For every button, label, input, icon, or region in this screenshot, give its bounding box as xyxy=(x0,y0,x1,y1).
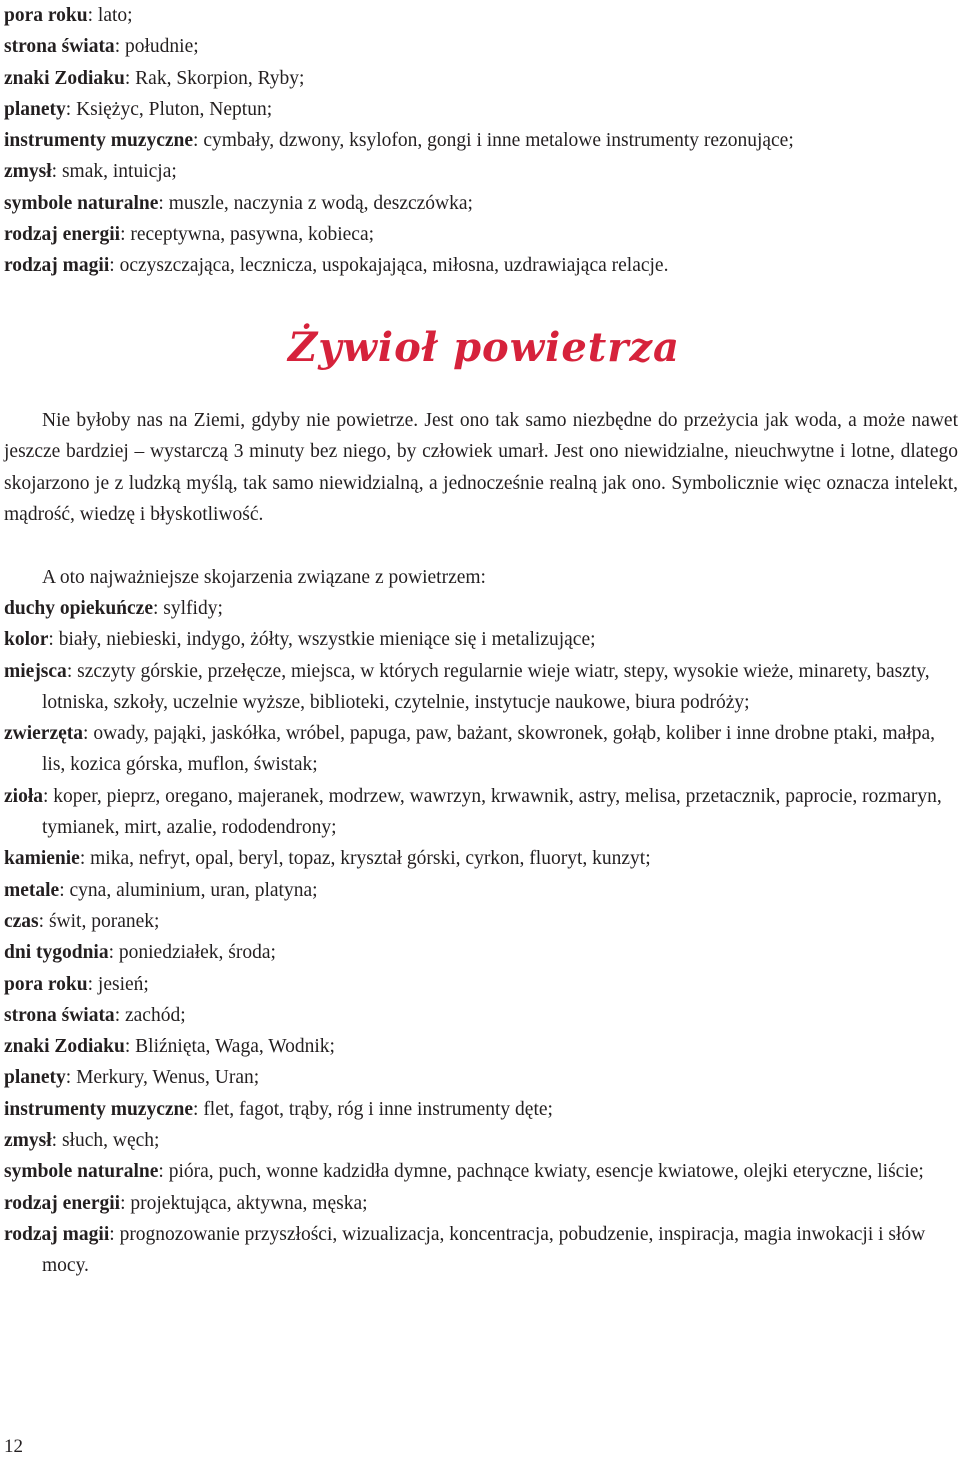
entry-term: zwierzęta xyxy=(4,723,84,745)
entry-term: instrumenty muzyczne xyxy=(4,1098,194,1120)
entry-value: biały, niebieski, indygo, żółty, wszystkie mieniące się i metalizujące; xyxy=(58,629,596,651)
entry-term: pora roku xyxy=(4,5,88,26)
association-entry: pora roku: jesień; xyxy=(4,973,149,995)
entry-term: dni tygodnia xyxy=(4,942,109,964)
association-entry: planety: Księżyc, Pluton, Neptun; xyxy=(4,98,273,120)
entry-value: zachód; xyxy=(124,1004,186,1026)
association-entry: miejsca: szczyty górskie, przełęcze, miejsca, w których regularnie wieje wiatr, stepy, wysokie wieże, minarety, baszty, lotniska, szkoły, uczelnie wyższe, biblioteki, czytelnie, instytucje naukowe, biura podróży; xyxy=(4,660,930,713)
entry-term: metale xyxy=(4,879,60,901)
entry-term: czas xyxy=(4,910,39,932)
association-entry: kamienie: mika, nefryt, opal, beryl, topaz, kryształ górski, cyrkon, fluoryt, kunzyt; xyxy=(4,848,651,870)
entry-value: projektująca, aktywna, męska; xyxy=(130,1192,368,1214)
entry-term: rodzaj energii xyxy=(4,224,121,246)
entry-term: kamienie xyxy=(4,848,80,870)
entry-value: świt, poranek; xyxy=(48,910,160,932)
association-entry: strona świata: zachód; xyxy=(4,1004,186,1026)
entry-term: duchy opiekuńcze xyxy=(4,598,153,619)
intro-paragraph: Nie byłoby nas na Ziemi, gdyby nie powietrze. Jest ono tak samo niezbędne do przeżycia jak woda, a może nawet jeszcze bardziej – wystarczą 3 minuty bez niego, by człowiek umarł. Jest ono niewidzialne, nieuchwytne i lotne, dlatego skojarzono je z ludzką myślą, tak samo niewidzialną, a jednocześnie realną jak ono. Symbolicznie więc oznacza intelekt, mądrość, wiedzę i błyskotliwość. xyxy=(4,410,958,525)
entry-value: cymbały, dzwony, ksylofon, gongi i inne metalowe instrumenty rezonujące; xyxy=(203,130,794,152)
entry-value: Rak, Skorpion, Ryby; xyxy=(135,67,305,89)
association-entry: znaki Zodiaku: Rak, Skorpion, Ryby; xyxy=(4,67,305,89)
association-entry: rodzaj energii: projektująca, aktywna, męska; xyxy=(4,1192,368,1214)
entry-term: strona świata xyxy=(4,1004,115,1026)
association-entry: strona świata: południe; xyxy=(4,36,199,58)
entry-term: zmysł xyxy=(4,161,52,183)
entry-value: oczyszczająca, lecznicza, uspokajająca, miłosna, uzdrawiająca relacje. xyxy=(119,255,669,277)
entry-term: symbole naturalne xyxy=(4,1161,159,1183)
entry-value: słuch, węch; xyxy=(61,1130,160,1152)
air-associations-list xyxy=(4,593,958,1282)
association-entry: symbole naturalne: pióra, puch, wonne kadzidła dymne, pachnące kwiaty, esencje kwiatowe, olejki eteryczne, liście; xyxy=(4,1161,924,1183)
entry-value: receptywna, pasywna, kobieca; xyxy=(130,224,375,246)
association-entry: znaki Zodiaku: Bliźnięta, Waga, Wodnik; xyxy=(4,1036,335,1058)
entry-value: flet, fagot, trąby, róg i inne instrumenty dęte; xyxy=(203,1098,553,1120)
entry-term: instrumenty muzyczne xyxy=(4,130,194,152)
entry-value: jesień; xyxy=(97,973,149,995)
association-entry: rodzaj magii: prognozowanie przyszłości, wizualizacja, koncentracja, pobudzenie, inspiracja, magia inwokacji i słów mocy. xyxy=(4,1223,926,1277)
association-entry: symbole naturalne: muszle, naczynia z wodą, deszczówka; xyxy=(4,192,473,214)
page-number: 12 xyxy=(4,1436,23,1457)
association-entry: rodzaj energii: receptywna, pasywna, kobieca; xyxy=(4,224,375,246)
entry-term: kolor xyxy=(4,629,49,651)
entry-term: rodzaj energii xyxy=(4,1192,121,1214)
water-associations-list xyxy=(4,0,958,282)
entry-term: strona świata xyxy=(4,36,115,58)
entry-term: miejsca xyxy=(4,660,67,682)
entry-value: lato; xyxy=(97,5,133,26)
entry-term: znaki Zodiaku xyxy=(4,1036,125,1058)
entry-value: owady, pająki, jaskółka, wróbel, papuga, paw, bażant, skowronek, gołąb, koliber i inne drobne ptaki, małpa, lis, kozica górska, muflon, świstak; xyxy=(42,723,936,776)
entry-value: południe; xyxy=(124,36,199,58)
association-entry: dni tygodnia: poniedziałek, środa; xyxy=(4,942,276,964)
entry-value: sylfidy; xyxy=(163,598,223,619)
entry-value: Merkury, Wenus, Uran; xyxy=(76,1067,260,1089)
association-entry: instrumenty muzyczne: cymbały, dzwony, ksylofon, gongi i inne metalowe instrumenty rezonujące; xyxy=(4,130,794,152)
association-entry: duchy opiekuńcze: sylfidy; xyxy=(4,598,223,619)
entry-value: smak, intuicja; xyxy=(61,161,177,183)
entry-value: szczyty górskie, przełęcze, miejsca, w których regularnie wieje wiatr, stepy, wysokie wieże, minarety, baszty, lotniska, szkoły, uczelnie wyższe, biblioteki, czytelnie, instytucje naukowe, biura podróży; xyxy=(42,660,930,713)
section-heading: Żywioł powietrza xyxy=(288,324,680,371)
association-entry: czas: świt, poranek; xyxy=(4,910,160,932)
entry-value: koper, pieprz, oregano, majeranek, modrzew, wawrzyn, krwawnik, astry, melisa, przetacznik, paprocie, rozmaryn, tymianek, mirt, azalie, rododendrony; xyxy=(42,785,942,839)
entry-value: Bliźnięta, Waga, Wodnik; xyxy=(135,1036,335,1058)
entry-value: pióra, puch, wonne kadzidła dymne, pachnące kwiaty, esencje kwiatowe, olejki eteryczne, liście; xyxy=(168,1161,924,1183)
entry-term: znaki Zodiaku xyxy=(4,67,125,89)
association-entry: planety: Merkury, Wenus, Uran; xyxy=(4,1067,260,1089)
entry-term: zioła xyxy=(4,785,43,807)
association-entry: zwierzęta: owady, pająki, jaskółka, wróbel, papuga, paw, bażant, skowronek, gołąb, koliber i inne drobne ptaki, małpa, lis, kozica górska, muflon, świstak; xyxy=(4,723,936,776)
entry-term: rodzaj magii xyxy=(4,1223,110,1245)
association-entry: zioła: koper, pieprz, oregano, majeranek, modrzew, wawrzyn, krwawnik, astry, melisa, przetacznik, paprocie, rozmaryn, tymianek, mirt, azalie, rododendrony; xyxy=(4,785,942,839)
association-entry: instrumenty muzyczne: flet, fagot, trąby, róg i inne instrumenty dęte; xyxy=(4,1098,553,1120)
association-entry: pora roku: lato; xyxy=(4,5,133,26)
association-entry: zmysł: smak, intuicja; xyxy=(4,161,177,183)
entry-value: poniedziałek, środa; xyxy=(118,942,276,964)
entry-term: symbole naturalne xyxy=(4,192,159,214)
association-entry: rodzaj magii: oczyszczająca, lecznicza, uspokajająca, miłosna, uzdrawiająca relacje. xyxy=(4,255,669,277)
association-entry: zmysł: słuch, węch; xyxy=(4,1130,160,1152)
entry-value: prognozowanie przyszłości, wizualizacja, koncentracja, pobudzenie, inspiracja, magia inwokacji i słów mocy. xyxy=(42,1223,926,1277)
entry-value: muszle, naczynia z wodą, deszczówka; xyxy=(168,192,473,214)
entry-term: zmysł xyxy=(4,1130,52,1152)
entry-term: rodzaj magii xyxy=(4,255,110,277)
entry-value: cyna, aluminium, uran, platyna; xyxy=(69,879,318,901)
entry-term: pora roku xyxy=(4,973,88,995)
association-entry: metale: cyna, aluminium, uran, platyna; xyxy=(4,879,318,901)
entry-term: planety xyxy=(4,98,66,120)
entry-value: Księżyc, Pluton, Neptun; xyxy=(76,98,273,120)
entry-value: mika, nefryt, opal, beryl, topaz, kryształ górski, cyrkon, fluoryt, kunzyt; xyxy=(90,848,651,870)
lead-sentence: A oto najważniejsze skojarzenia związane z powietrzem: xyxy=(42,567,486,588)
entry-term: planety xyxy=(4,1067,66,1089)
association-entry: kolor: biały, niebieski, indygo, żółty, wszystkie mieniące się i metalizujące; xyxy=(4,629,596,651)
